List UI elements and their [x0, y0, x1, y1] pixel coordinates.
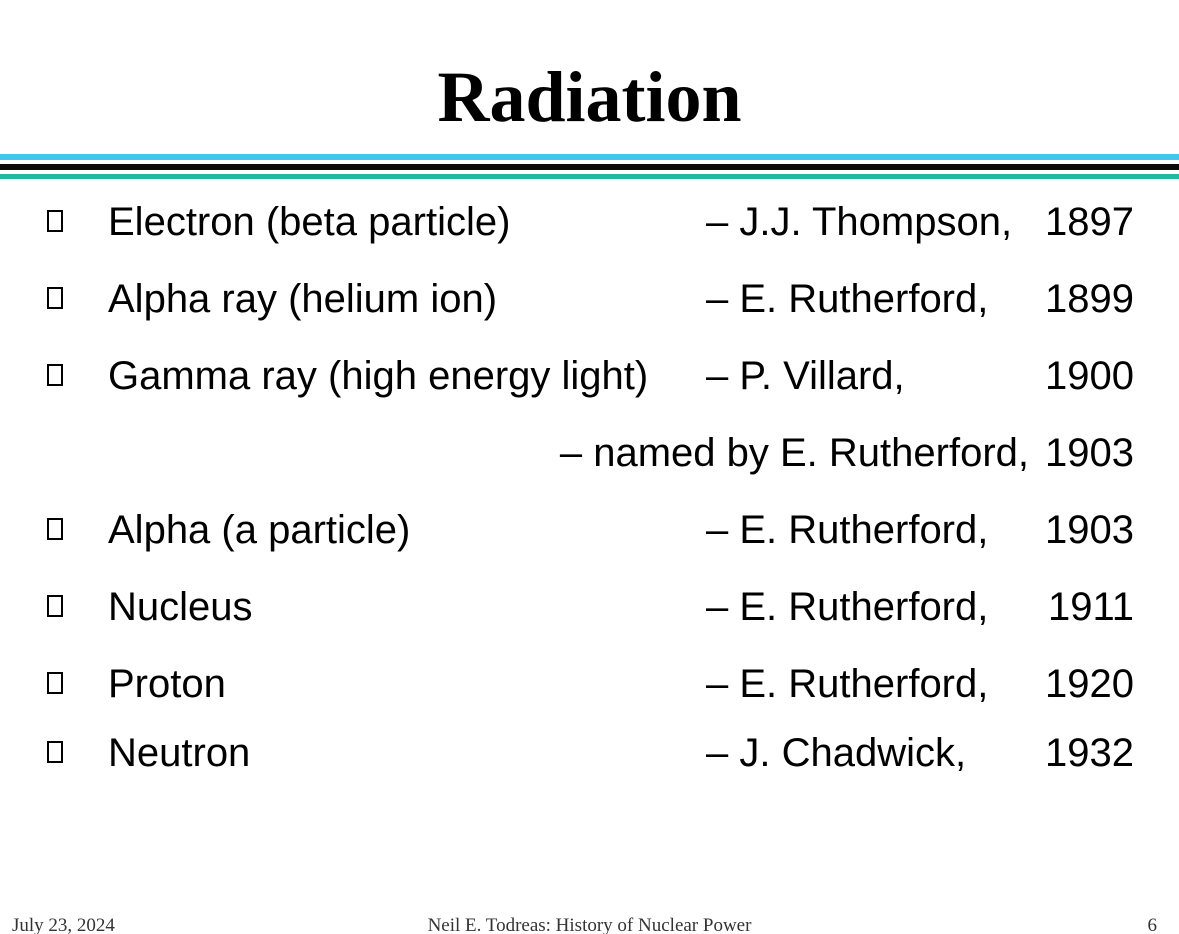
list-item: [0, 197, 1179, 247]
discoverer-label: – J. Chadwick,: [706, 731, 967, 775]
list-item: [0, 659, 1179, 709]
footer-date: July 23, 2024: [12, 915, 115, 934]
year-label: 1920: [1045, 662, 1134, 706]
divider-bottom-teal: [0, 174, 1179, 179]
discoverer-label: – J.J. Thompson,: [706, 200, 1013, 244]
list-item-note: [0, 428, 1179, 478]
divider-top-cyan: [0, 154, 1179, 160]
bullet-icon: [47, 210, 63, 232]
year-label: 1911: [1047, 585, 1134, 629]
page-number: 6: [1147, 915, 1157, 934]
list-item: [0, 351, 1179, 401]
bullet-icon: [47, 287, 63, 309]
particle-label: Alpha ray (helium ion): [108, 277, 498, 321]
list-item: [0, 274, 1179, 324]
particle-label: Nucleus: [108, 585, 253, 629]
discoverer-label: – E. Rutherford,: [706, 585, 989, 629]
year-label: 1900: [1045, 354, 1134, 398]
discoverer-label: – P. Villard,: [706, 354, 905, 398]
list-item: [0, 728, 1179, 778]
discoverer-label: – E. Rutherford,: [706, 662, 989, 706]
particle-label: Electron (beta particle): [108, 200, 511, 244]
particle-label: Proton: [108, 662, 226, 706]
footer-title: Neil E. Todreas: History of Nuclear Power: [427, 915, 752, 934]
particle-label: Gamma ray (high energy light): [108, 354, 649, 398]
named-by-label: – named by E. Rutherford,: [559, 431, 1029, 475]
bullet-icon: [47, 364, 63, 386]
particle-label: Neutron: [108, 731, 251, 775]
particle-label: Alpha (a particle): [108, 508, 411, 552]
year-label: 1899: [1045, 277, 1134, 321]
bullet-icon: [47, 595, 63, 617]
list-item: [0, 582, 1179, 632]
slide-title: Radiation: [437, 57, 742, 137]
year-label: 1932: [1045, 731, 1134, 775]
list-item: [0, 505, 1179, 555]
year-label: 1903: [1045, 508, 1134, 552]
discoverer-label: – E. Rutherford,: [706, 508, 989, 552]
bullet-icon: [47, 741, 63, 763]
year-label: 1897: [1045, 200, 1134, 244]
year-label: 1903: [1045, 431, 1134, 475]
divider-middle-black: [0, 164, 1179, 170]
bullet-icon: [47, 672, 63, 694]
discoverer-label: – E. Rutherford,: [706, 277, 989, 321]
bullet-icon: [47, 518, 63, 540]
